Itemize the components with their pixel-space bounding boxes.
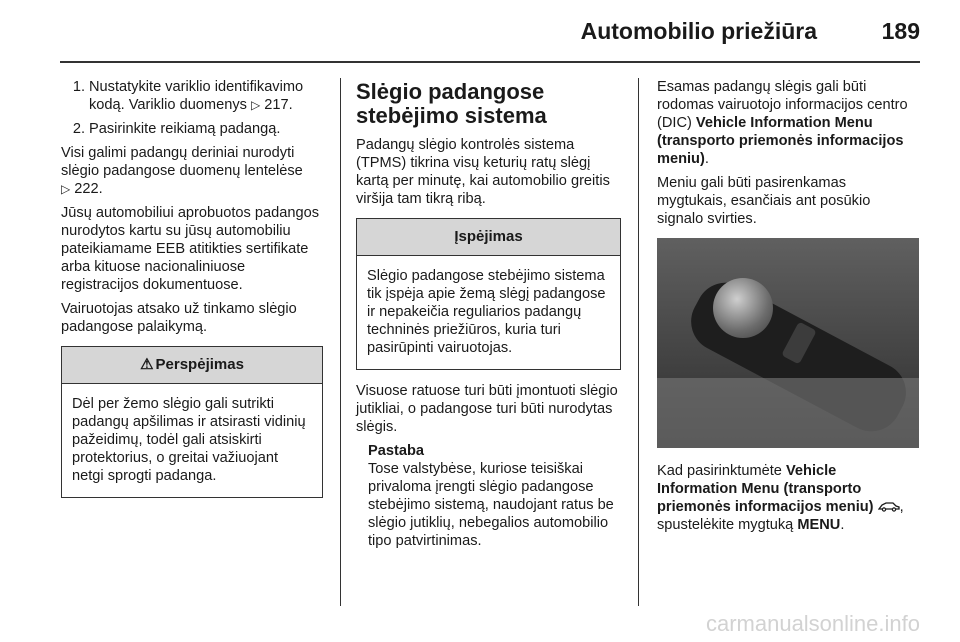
turn-signal-lever-photo — [657, 238, 919, 448]
warning-triangle-icon: ⚠ — [140, 356, 154, 373]
list-item — [61, 78, 323, 114]
menu-button-label: MENU — [797, 517, 841, 533]
warning-box — [61, 346, 323, 498]
paragraph: Jūsų automobiliui aprobuotos padangos nurodytos kartu su jūsų automobiliu pateikiamame EEB atitikties sertifikate arba kituose nacionaliniuose registracijos dokumentuose. — [61, 205, 320, 293]
paragraph: Visuose ratuose turi būti įmontuoti slėgio jutikliai, o padangose turi būti nurodytas slėgis. — [356, 383, 618, 435]
column-divider-2 — [638, 78, 639, 606]
page-reference[interactable]: 222. — [74, 181, 103, 197]
arrow-right-icon: ▷ — [61, 182, 71, 196]
header-rule — [60, 61, 920, 63]
column-1 — [61, 78, 323, 510]
paragraph: Meniu gali būti pasirenkamas mygtukais, esančiais ant posūkio signalo svirties. — [657, 175, 871, 227]
column-3 — [657, 78, 919, 540]
note-block — [368, 442, 621, 550]
list-number: 2. — [72, 121, 85, 137]
page-number: 189 — [881, 18, 920, 44]
steps-list — [61, 78, 323, 138]
caution-box — [356, 218, 621, 370]
paragraph: Esamas padangų slėgis gali būti rodomas vairuotojo informacijos centro (DIC) Vehicle Information Menu (transporto priemonės informacijos meniu). — [657, 79, 908, 167]
paragraph: Padangų slėgio kontrolės sistema (TPMS) tikrina visų keturių ratų slėgį kartą per minutę, kai automobilio greitis viršija tam tikrą ribą. — [356, 137, 610, 207]
list-item — [61, 120, 323, 138]
note-body: Tose valstybėse, kuriose teisiškai privaloma įrengti slėgio padangose stebėjimo sistemą, naudojant ratus be slėgio jutiklių, nebegalios automobilio tipo patvirtinimas. — [368, 461, 614, 549]
list-number: 1. — [72, 79, 85, 95]
list-text: Pasirinkite reikiamą padangą. — [89, 121, 281, 137]
paragraph: Kad pasirinktumėte Vehicle Information Menu (transporto priemonės informacijos meniu) , spustelėkite mygtuką MENU. — [657, 463, 904, 533]
paragraph: Visi galimi padangų deriniai nurodyti slėgio padangose duomenų lentelėse ▷ 222. — [61, 145, 303, 197]
note-title: Pastaba — [368, 443, 424, 459]
watermark: carmanualsonline.info — [705, 611, 920, 636]
section-heading: Slėgio padangose stebėjimo sistema — [356, 79, 547, 128]
column-divider-1 — [340, 78, 341, 606]
warning-box-header: ⚠ Perspėjimas — [62, 347, 322, 384]
header-title: Automobilio priežiūra — [580, 18, 817, 44]
car-icon — [878, 501, 900, 512]
list-text: Nustatykite variklio identifikavimo kodą. Variklio duomenys — [89, 79, 304, 113]
caution-box-header: Įspėjimas — [357, 219, 620, 256]
warning-box-body: Dėl per žemo slėgio gali sutrikti padangų apšilimas ir atsirasti vidinių pažeidimų, todėl gali atsiskirti protektorius, o greitai važiuojant netgi sprogti padanga. — [72, 396, 306, 484]
page-reference[interactable]: 217. — [264, 97, 293, 113]
paragraph: Vairuotojas atsako už tinkamo slėgio padangose palaikymą. — [61, 301, 297, 335]
caution-box-body: Slėgio padangose stebėjimo sistema tik įspėja apie žemą slėgį padangose ir nepakeičia reguliarios padangų techninės priežiūros, kuria turi pasirūpinti vairuotojas. — [367, 268, 606, 356]
column-2 — [356, 78, 621, 550]
arrow-right-icon: ▷ — [250, 98, 261, 112]
